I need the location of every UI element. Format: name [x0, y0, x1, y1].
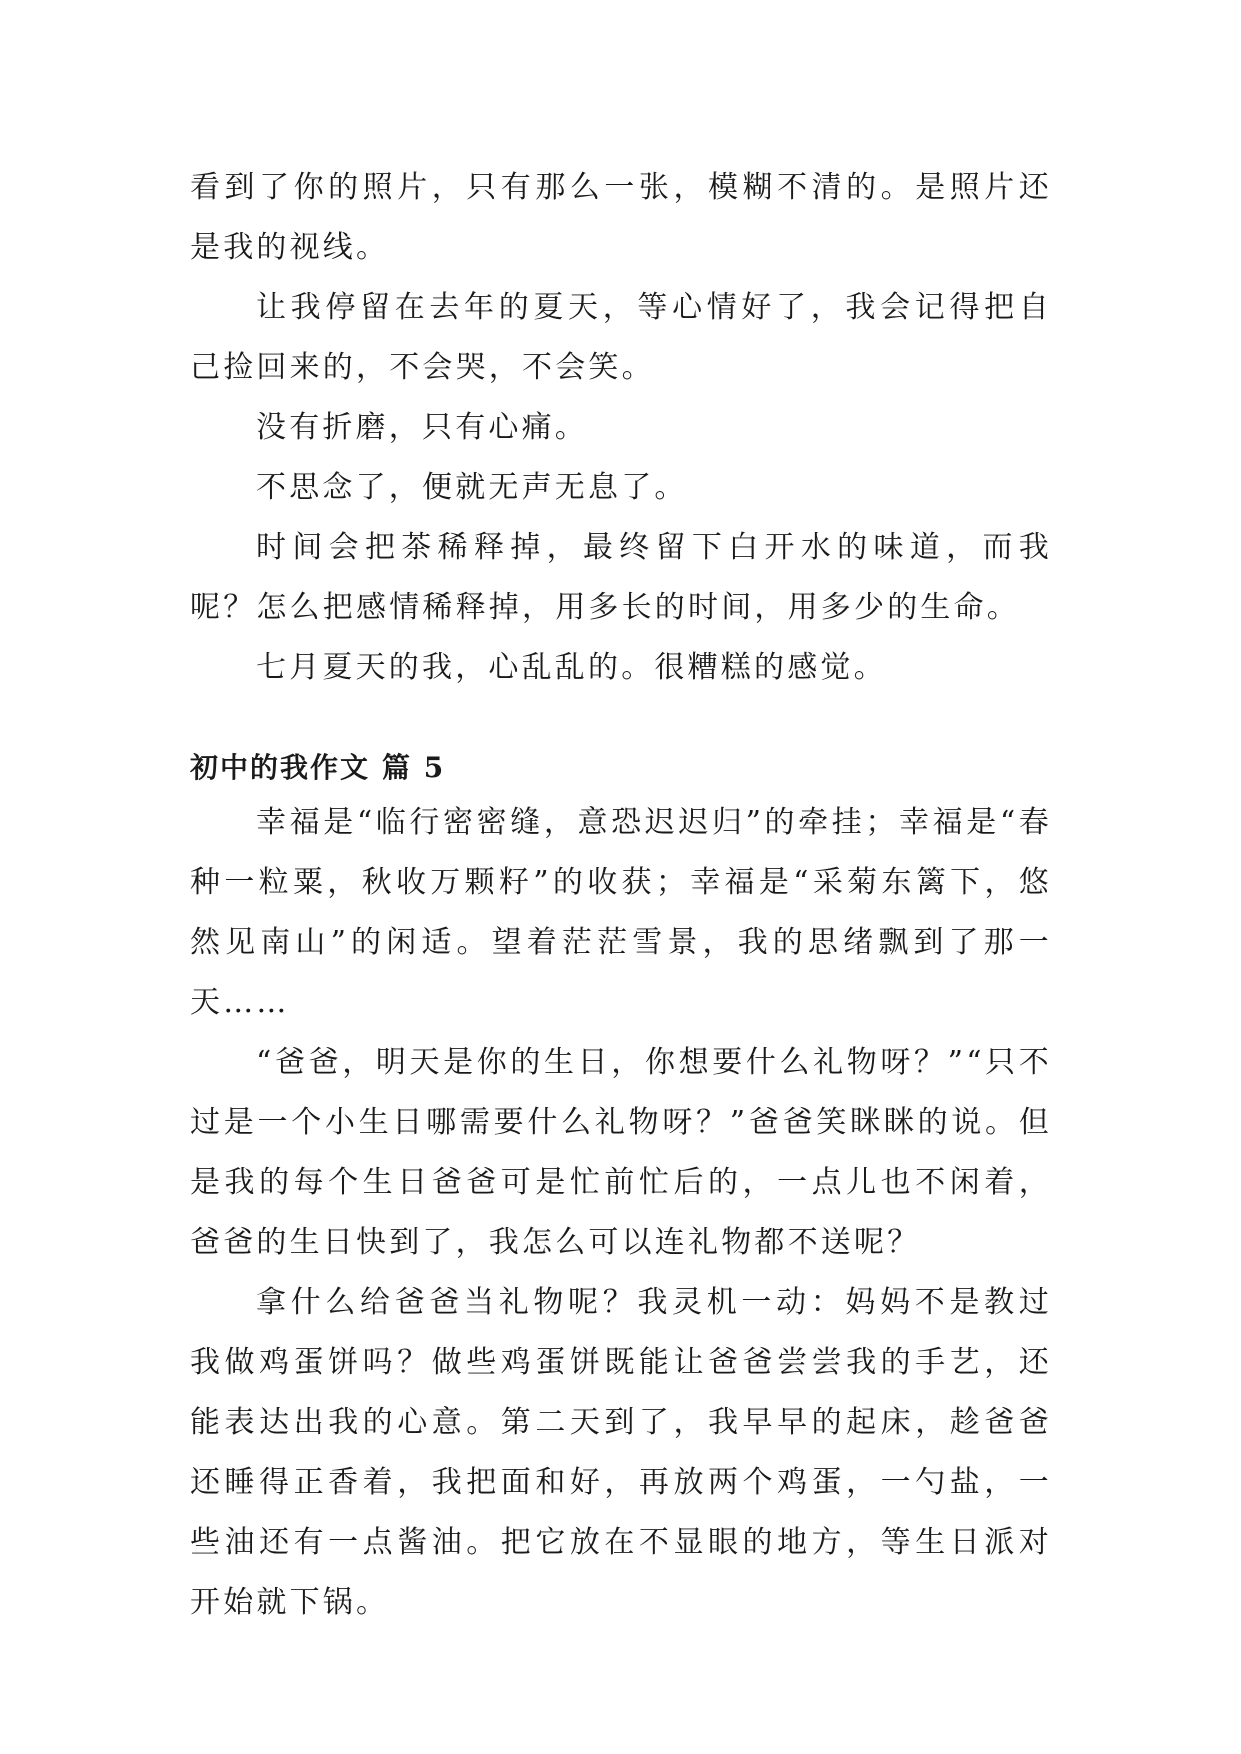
paragraph: 让我停留在去年的夏天，等心情好了，我会记得把自己捡回来的，不会哭，不会笑。	[190, 290, 1052, 385]
paragraph: 时间会把茶稀释掉，最终留下白开水的味道，而我呢？怎么把感情稀释掉，用多长的时间，用多少的生命。	[190, 530, 1052, 625]
paragraph: 拿什么给爸爸当礼物呢？我灵机一动：妈妈不是教过我做鸡蛋饼吗？做些鸡蛋饼既能让爸爸尝尝我的手艺，还能表达出我的心意。第二天到了，我早早的起床，趁爸爸还睡得正香着，我把面和好，再放两个鸡蛋，一勺盐，一些油还有一点酱油。把它放在不显眼的地方，等生日派对开始就下锅。	[190, 1285, 1052, 1620]
paragraph: “爸爸，明天是你的生日，你想要什么礼物呀？”“只不过是一个小生日哪需要什么礼物呀？”爸爸笑眯眯的说。但是我的每个生日爸爸可是忙前忙后的，一点儿也不闲着，爸爸的生日快到了，我怎么可以连礼物都不送呢？	[190, 1045, 1052, 1260]
paragraph: 不思念了，便就无声无息了。	[256, 470, 688, 505]
section-heading	[190, 743, 1052, 793]
section-label: 篇 5	[382, 751, 446, 784]
paragraph: 七月夏天的我，心乱乱的。很糟糕的感觉。	[256, 650, 887, 685]
paragraph: 看到了你的照片，只有那么一张，模糊不清的。是照片还是我的视线。	[190, 170, 1052, 265]
paragraph: 没有折磨，只有心痛。	[256, 410, 588, 445]
section-title: 初中的我作文	[190, 751, 371, 784]
paragraph: 幸福是“临行密密缝，意恐迟迟归”的牵挂；幸福是“春种一粒粟，秋收万颗籽”的收获；幸福是“采菊东篱下，悠然见南山”的闲适。望着茫茫雪景，我的思绪飘到了那一天……	[190, 805, 1052, 1020]
document-page	[190, 158, 1052, 1633]
